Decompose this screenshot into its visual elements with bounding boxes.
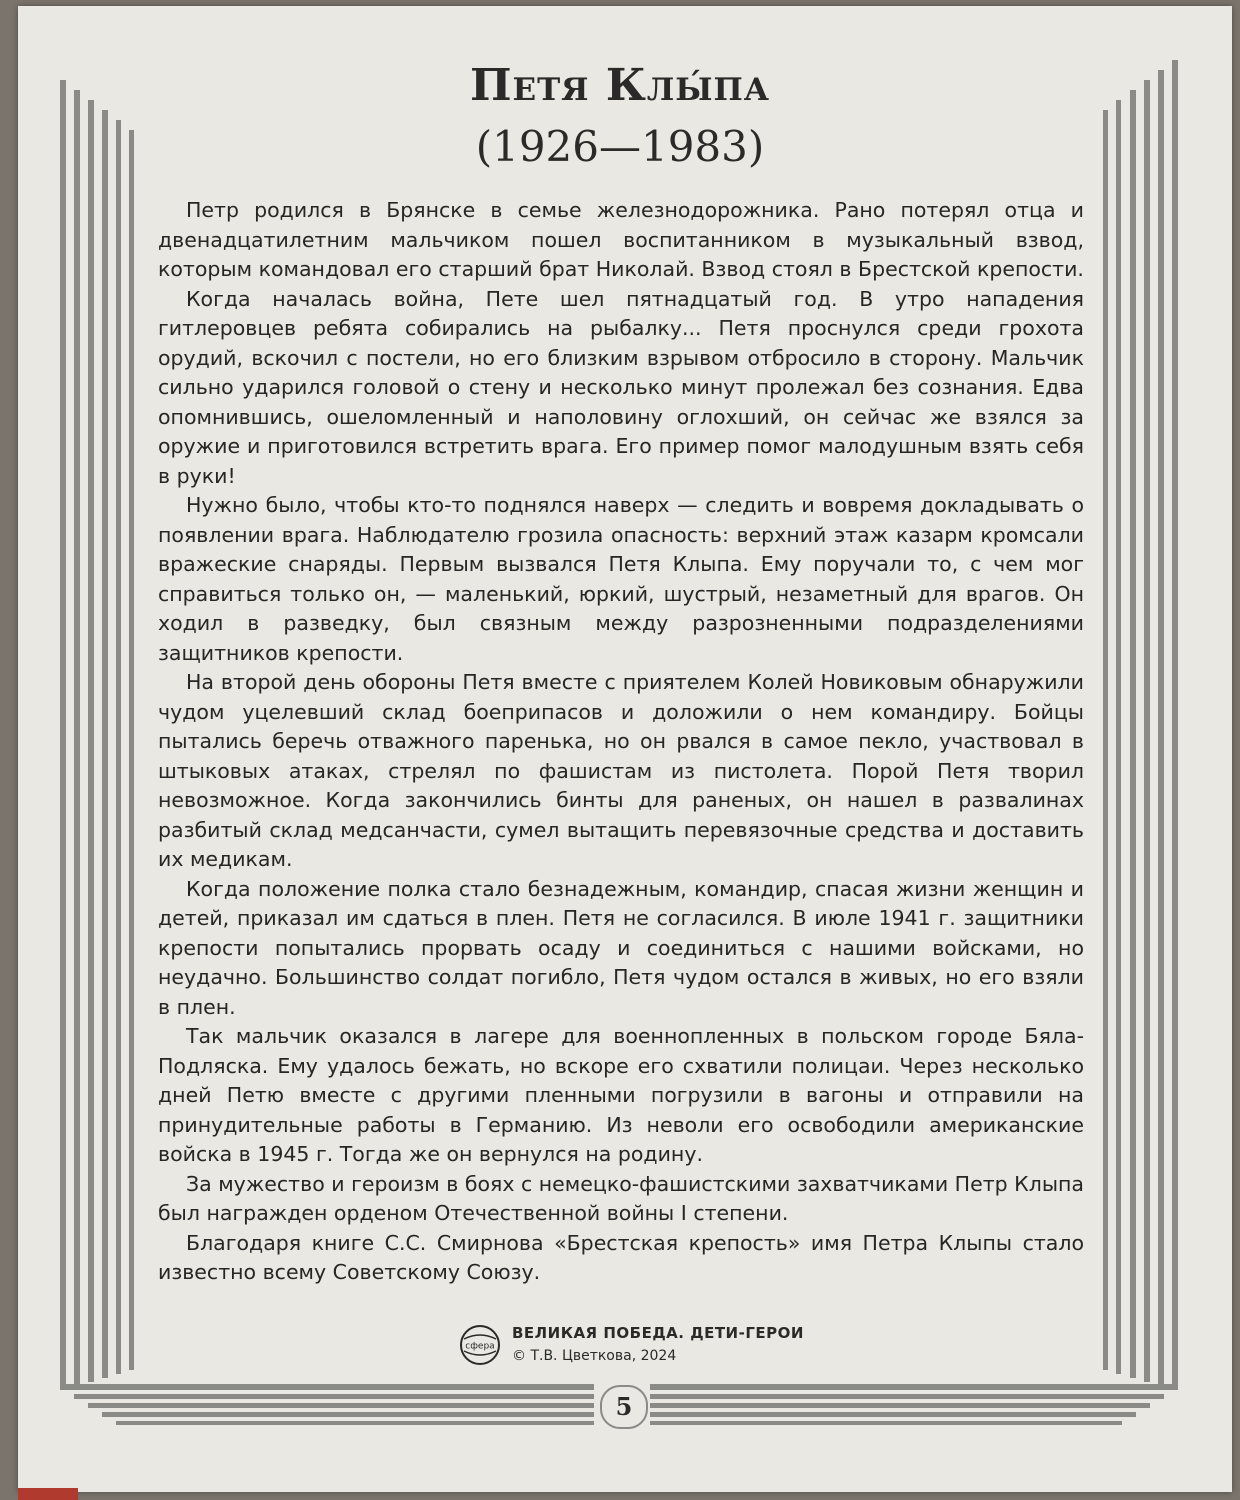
frame-line bbox=[60, 80, 66, 1390]
frame-line bbox=[102, 1412, 594, 1417]
frame-line bbox=[650, 1421, 1122, 1425]
frame-line bbox=[88, 1403, 594, 1408]
life-years: (1926—1983) bbox=[475, 122, 765, 171]
frame-line bbox=[116, 1421, 594, 1425]
frame-line bbox=[650, 1403, 1150, 1408]
frame-line bbox=[1116, 100, 1121, 1374]
paragraph: Так мальчик оказался в лагере для военнопленных в польском городе Бяла-Подляска. Ему удалось бежать, но вскоре его схватили полицаи. Через несколько дней Петю вместе с другими пленными погрузили в вагоны и отправили на принудительные работы в Германию. Из неволи его освободили американские войска в 1945 г. Тогда же он вернулся на родину. bbox=[158, 1024, 1084, 1166]
page-title: Петя Клы́па bbox=[469, 60, 771, 111]
frame-line bbox=[74, 1394, 594, 1399]
copyright: © Т.В. Цветкова, 2024 bbox=[512, 1348, 677, 1364]
paragraph: Петр родился в Брянске в семье железнодорожника. Рано потерял отца и двенадцатилетним мальчиком пошел воспитанником в музыкальный взвод, которым командовал его старший брат Николай. Взвод стоял в Брестской крепости. bbox=[158, 198, 1084, 281]
frame-line bbox=[1103, 110, 1108, 1370]
paragraph: Нужно было, чтобы кто-то поднялся наверх — следить и вовремя докладывать о появлении врага. Наблюдателю грозила опасность: верхний этаж казарм кромсали вражеские снаряды. Первым вызвался Петя Клыпа. Ему поручали то, с чем мог справиться только он, — маленький, юркий, шустрый, незаметный для врагов. Он ходил в разведку, был связным между разрозненными подразделениями защитников крепости. bbox=[158, 493, 1084, 665]
frame-line bbox=[74, 90, 80, 1386]
paragraph: Когда началась война, Пете шел пятнадцатый год. В утро нападения гитлеровцев ребята собирались на рыбалку... Петя проснулся среди грохота орудий, вскочил с постели, но его близким взрывом отбросило в сторону. Мальчик сильно ударился головой о стену и несколько минут пролежал без сознания. Едва опомнившись, ошеломленный и наполовину оглохший, он сейчас же взялся за оружие и приготовился встретить врага. Его пример помог малодушным взять себя в руки! bbox=[158, 286, 1084, 488]
publisher-logo-icon bbox=[458, 1323, 502, 1367]
paragraph: За мужество и героизм в боях с немецко-фашистскими захватчиками Петр Клыпа был награжден орденом Отечественной войны I степени. bbox=[158, 1171, 1084, 1225]
frame-line bbox=[1144, 80, 1150, 1382]
publisher-logo-text: сфера bbox=[465, 1341, 495, 1352]
frame-line bbox=[650, 1384, 1178, 1390]
frame-line bbox=[88, 100, 94, 1382]
frame-line bbox=[1158, 70, 1164, 1386]
frame-line bbox=[650, 1394, 1164, 1399]
paragraph: На второй день обороны Петя вместе с приятелем Колей Новиковым обнаружили чудом уцелевший склад боеприпасов и доложили о нем командиру. Бойцы пытались беречь отважного паренька, но он рвался в самое пекло, участвовал в штыковых атаках, стрелял по фашистам из пистолета. Порой Петя творил невозможное. Когда закончились бинты для раненых, он нашел в развалинах разбитый склад медсанчасти, сумел вытащить перевязочные средства и доставить их медикам. bbox=[158, 670, 1084, 871]
frame-line bbox=[102, 110, 108, 1378]
paragraph: Благодаря книге С.С. Смирнова «Брестская крепость» имя Петра Клыпы стало известно всему Советскому Союзу. bbox=[158, 1230, 1084, 1284]
page-number: 5 bbox=[600, 1385, 648, 1429]
paragraph: Когда положение полка стало безнадежным, командир, спасая жизни женщин и детей, приказал им сдаться в плен. Петя не согласился. В июле 1941 г. защитники крепости попытались прорвать осаду и соединиться с нашими войсками, но неудачно. Большинство солдат погибло, Петя чудом остался в живых, но его взяли в плен. bbox=[158, 876, 1084, 1019]
cover-edge bbox=[18, 1488, 78, 1500]
article-body bbox=[158, 196, 1084, 1288]
series-title: ВЕЛИКАЯ ПОБЕДА. ДЕТИ-ГЕРОИ bbox=[512, 1324, 804, 1342]
frame-line bbox=[60, 1384, 594, 1390]
frame-line bbox=[1172, 60, 1178, 1390]
frame-line bbox=[116, 120, 121, 1374]
frame-line bbox=[1130, 90, 1136, 1378]
frame-line bbox=[650, 1412, 1136, 1417]
frame-line bbox=[129, 130, 134, 1370]
